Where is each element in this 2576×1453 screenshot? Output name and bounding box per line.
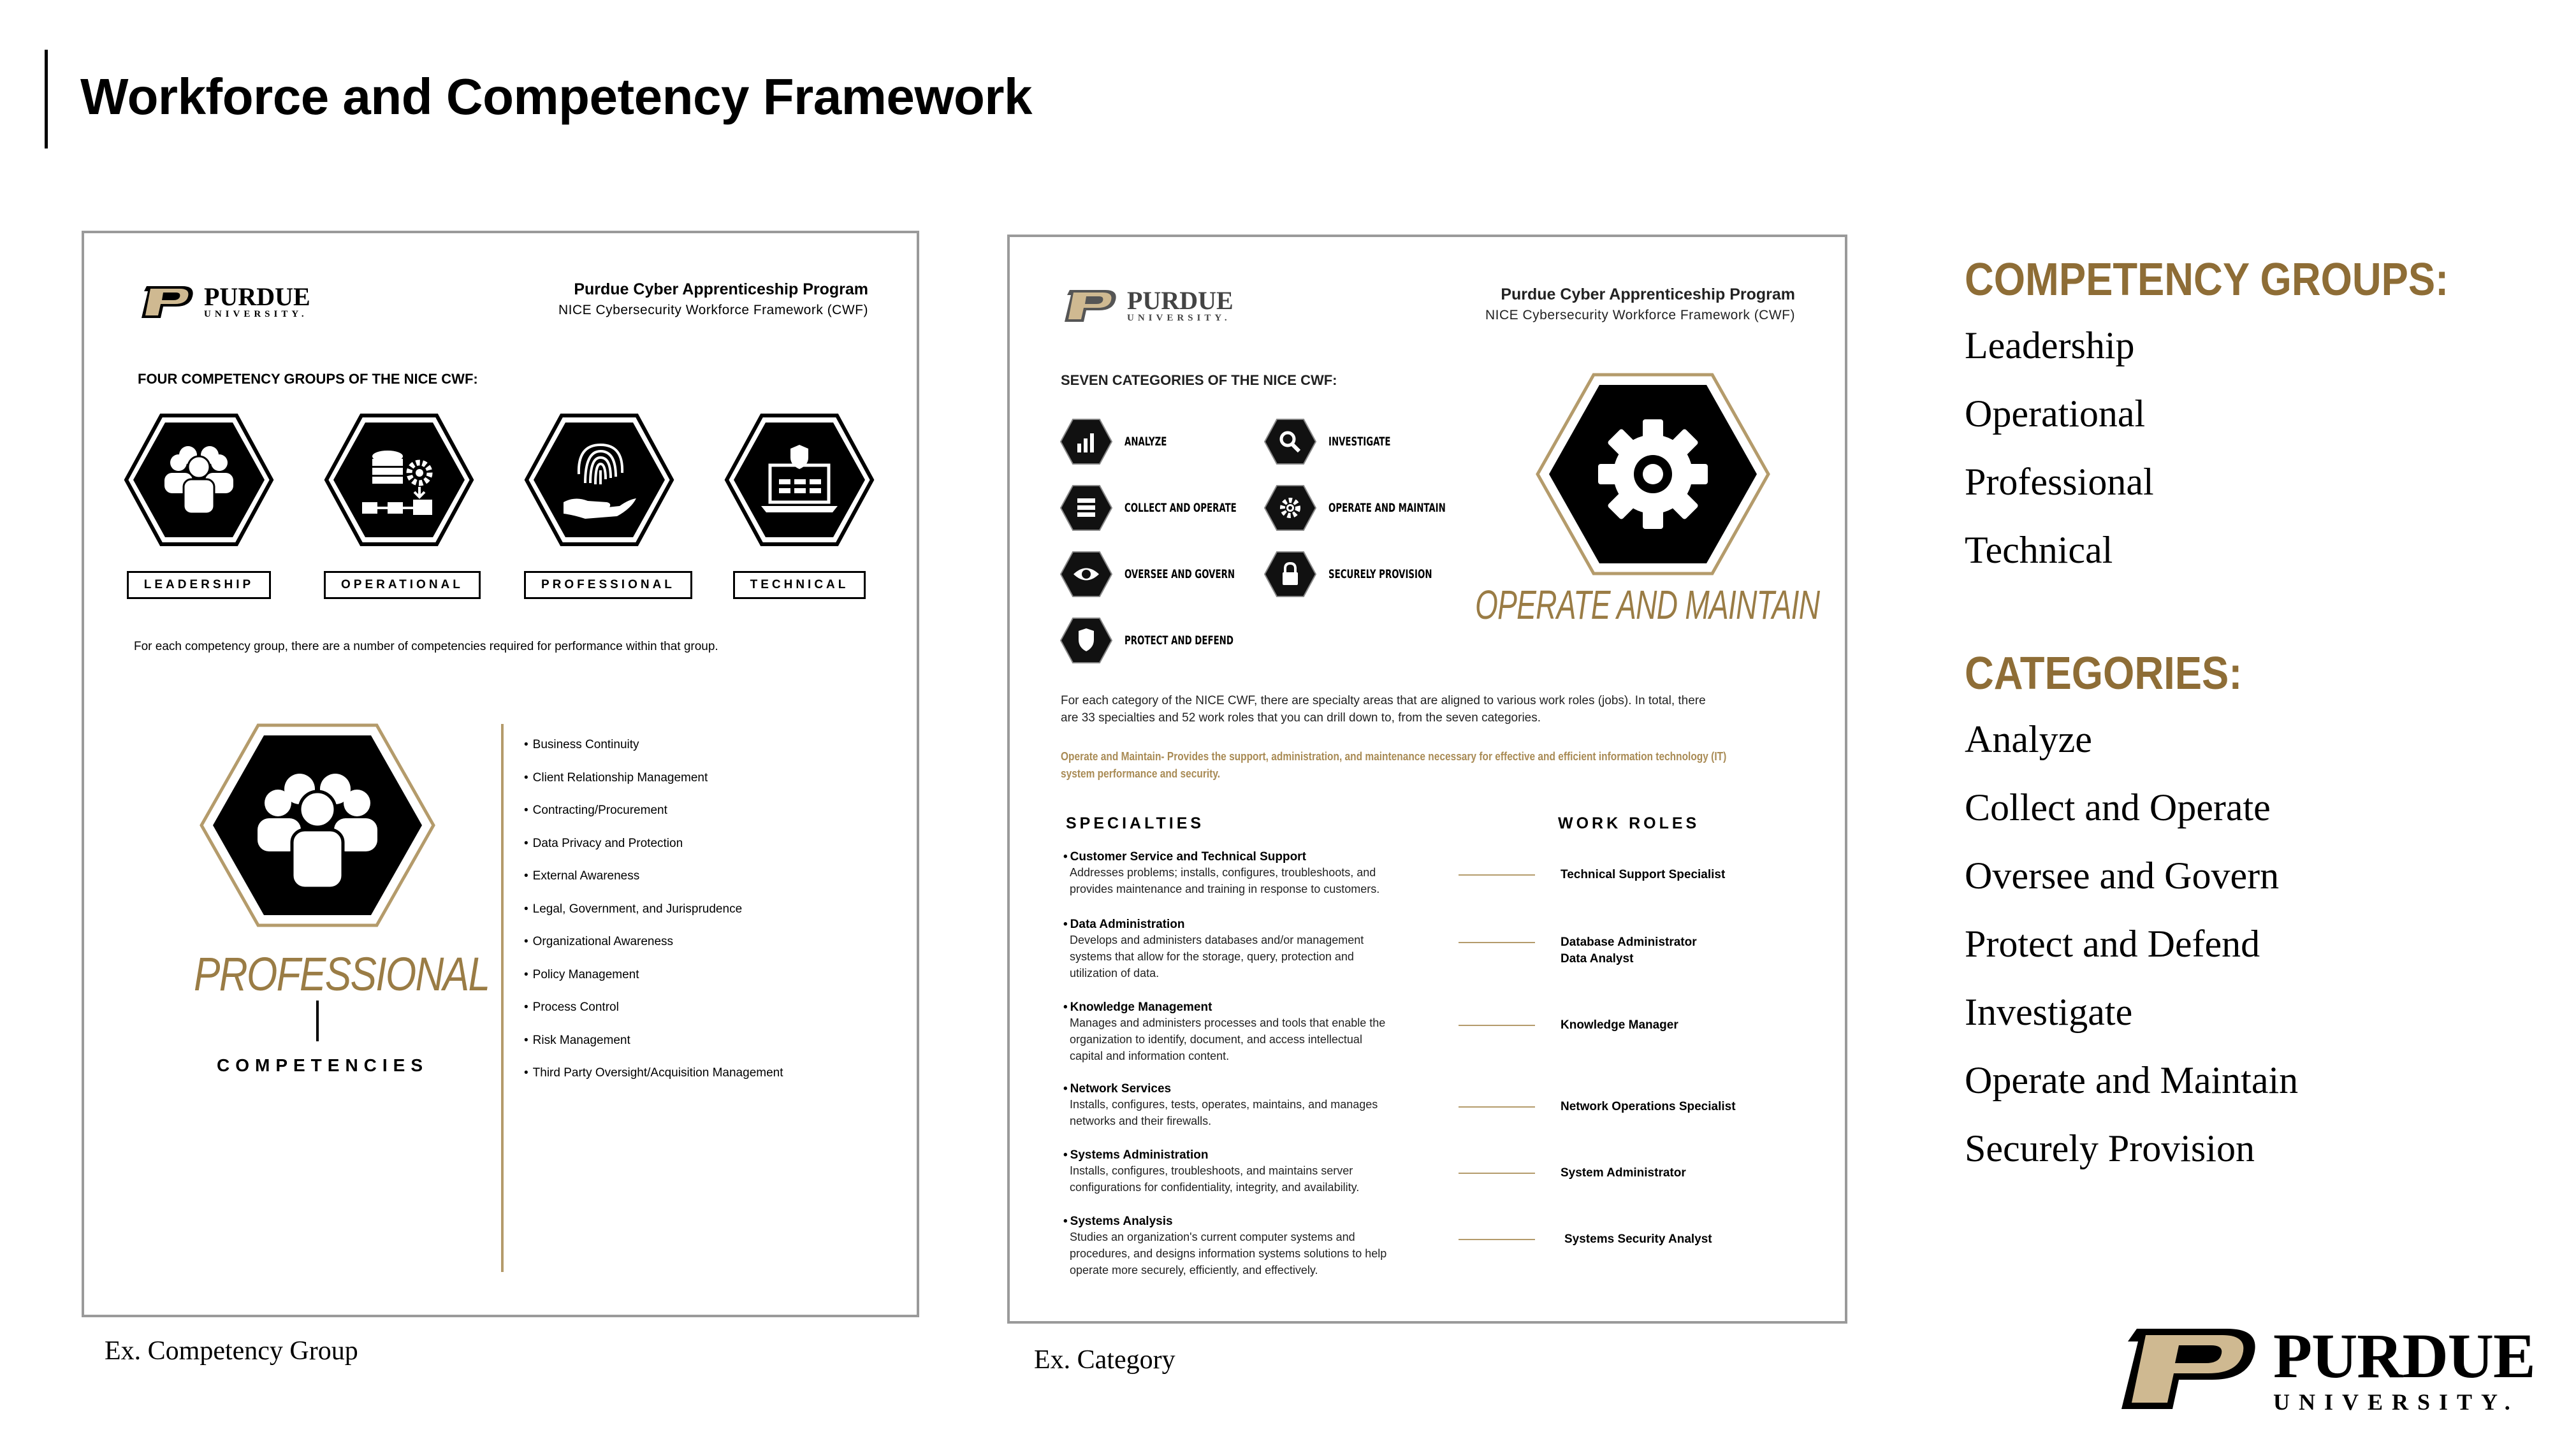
category-label: OPERATE AND MAINTAIN xyxy=(1328,501,1446,515)
framework-name: NICE Cybersecurity Workforce Framework (CWF) xyxy=(558,303,868,317)
gear-icon xyxy=(1535,372,1771,576)
categories-heading: CATEGORIES: xyxy=(1965,648,2243,699)
competency-item: • Data Privacy and Protection xyxy=(524,837,783,870)
purdue-university-logo xyxy=(2113,1320,2535,1415)
category-label: SECURELY PROVISION xyxy=(1328,567,1432,581)
group-label: PROFESSIONAL xyxy=(524,571,692,599)
fingerprint-hand-icon xyxy=(524,413,674,547)
people-group-icon xyxy=(124,413,274,547)
categories-list xyxy=(1965,718,2298,1195)
program-name: Purdue Cyber Apprenticeship Program xyxy=(574,280,868,298)
group-label: OPERATIONAL xyxy=(324,571,481,599)
lock-icon xyxy=(1263,551,1317,598)
work-role-line: Data Analyst xyxy=(1561,952,1634,965)
competency-item: • Risk Management xyxy=(524,1034,783,1067)
purdue-p-mark-icon xyxy=(2113,1329,2259,1409)
work-role xyxy=(1561,934,1697,967)
logo-wordmark: PURDUE xyxy=(204,282,310,311)
shield-icon xyxy=(1059,617,1113,664)
category-oversee-and-govern xyxy=(1059,551,1266,598)
program-heading xyxy=(1485,286,1795,323)
competency-item: • Organizational Awareness xyxy=(524,935,783,968)
group-technical xyxy=(724,413,875,599)
category-label: COLLECT AND OPERATE xyxy=(1124,501,1237,515)
brand-sub: UNIVERSITY. xyxy=(2273,1389,2519,1415)
specialty-desc: networks and their firewalls. xyxy=(1070,1115,1212,1127)
competency-group-item: Leadership xyxy=(1965,324,2135,366)
category-item: Protect and Defend xyxy=(1965,923,2260,965)
definition-line: system performance and security. xyxy=(1061,767,1221,780)
program-heading xyxy=(558,280,868,318)
logo-sub: UNIVERSITY. xyxy=(204,309,308,319)
framework-name: NICE Cybersecurity Workforce Framework (CWF) xyxy=(1485,308,1795,322)
specialty-desc: procedures, and designs information systems solutions to help xyxy=(1070,1247,1387,1260)
category-item: Investigate xyxy=(1965,991,2133,1033)
specialty-item xyxy=(1063,1215,1459,1278)
work-role: Network Operations Specialist xyxy=(1561,1100,1736,1113)
competency-note: For each competency group, there are a number of competencies required for performance within that group. xyxy=(134,640,718,653)
specialty-title: • Data Administration xyxy=(1063,918,1459,932)
specialty-item xyxy=(1063,850,1459,897)
bar-chart-icon xyxy=(1059,418,1113,465)
intro-line: For each category of the NICE CWF, there are specialty areas that are aligned to various work roles (jobs). In total, there xyxy=(1061,694,1706,707)
eye-icon xyxy=(1059,551,1113,598)
program-name: Purdue Cyber Apprenticeship Program xyxy=(1501,286,1795,303)
specialty-desc: provides maintenance and training in response to customers. xyxy=(1070,883,1380,895)
competency-item: • External Awareness xyxy=(524,869,783,902)
specialty-item xyxy=(1063,1001,1459,1064)
group-label: TECHNICAL xyxy=(733,571,866,599)
featured-divider xyxy=(316,1001,319,1041)
category-item: Collect and Operate xyxy=(1965,786,2271,828)
role-connector xyxy=(1459,1106,1535,1108)
category-label: PROTECT AND DEFEND xyxy=(1124,633,1233,647)
gold-divider xyxy=(501,724,504,1272)
purdue-p-mark-icon xyxy=(138,286,195,318)
competency-item: • Third Party Oversight/Acquisition Management xyxy=(524,1066,783,1099)
group-professional xyxy=(524,413,674,599)
work-role: Technical Support Specialist xyxy=(1561,868,1726,881)
work-role: Knowledge Manager xyxy=(1561,1018,1678,1032)
category-intro xyxy=(1061,692,1813,726)
competency-item: • Business Continuity xyxy=(524,738,783,771)
specialty-title: • Customer Service and Technical Support xyxy=(1063,850,1459,864)
purdue-logo xyxy=(1061,288,1233,323)
logo-sub: UNIVERSITY. xyxy=(1127,313,1231,323)
logo-wordmark: PURDUE xyxy=(1127,286,1233,315)
brand-wordmark: PURDUE xyxy=(2273,1320,2535,1391)
competency-item: • Policy Management xyxy=(524,968,783,1001)
role-connector xyxy=(1459,874,1535,876)
specialty-desc: Manages and administers processes and tools that enable the xyxy=(1070,1016,1386,1029)
work-role: Systems Security Analyst xyxy=(1564,1233,1712,1246)
category-item: Analyze xyxy=(1965,718,2092,760)
specialty-item xyxy=(1063,1082,1459,1129)
specialty-item xyxy=(1063,1148,1459,1196)
specialty-desc: Develops and administers databases and/or management xyxy=(1070,934,1364,946)
section-caption: FOUR COMPETENCY GROUPS OF THE NICE CWF: xyxy=(138,371,478,387)
specialty-title: • Systems Analysis xyxy=(1063,1215,1459,1229)
purdue-logo xyxy=(138,284,310,319)
category-collect-and-operate xyxy=(1059,484,1268,531)
role-connector xyxy=(1459,942,1535,943)
category-investigate xyxy=(1263,418,1408,465)
competency-item: • Process Control xyxy=(524,1001,783,1034)
competency-item: • Client Relationship Management xyxy=(524,771,783,804)
competency-group-item: Technical xyxy=(1965,529,2113,571)
specialty-desc: utilization of data. xyxy=(1070,967,1160,980)
laptop-shield-icon xyxy=(724,413,875,547)
category-securely-provision xyxy=(1263,551,1461,598)
work-roles-heading: WORK ROLES xyxy=(1558,814,1700,832)
competency-group-item: Professional xyxy=(1965,461,2154,503)
competency-item: • Legal, Government, and Jurisprudence xyxy=(524,902,783,936)
slide-title: Workforce and Competency Framework xyxy=(80,68,1033,125)
competency-groups-list xyxy=(1965,324,2154,596)
specialties-heading: SPECIALTIES xyxy=(1066,814,1205,832)
specialty-title: • Knowledge Management xyxy=(1063,1001,1459,1015)
competency-list xyxy=(524,738,783,1099)
role-connector xyxy=(1459,1239,1535,1240)
server-list-icon xyxy=(1059,484,1113,531)
category-item: Oversee and Govern xyxy=(1965,855,2280,897)
specialty-desc: organization to identify, document, and access intellectual xyxy=(1070,1033,1362,1046)
category-label: ANALYZE xyxy=(1124,435,1167,449)
people-group-icon xyxy=(199,723,436,928)
competency-group-example-panel xyxy=(82,231,919,1317)
featured-group-name: PROFESSIONAL xyxy=(194,948,490,1001)
specialty-desc: Installs, configures, troubleshoots, and maintains server xyxy=(1070,1164,1353,1177)
category-item: Operate and Maintain xyxy=(1965,1059,2299,1101)
intro-line: are 33 specialties and 52 work roles that you can drill down to, from the seven categories. xyxy=(1061,711,1541,725)
specialty-desc: systems that allow for the storage, query, protection and xyxy=(1070,950,1354,963)
category-label: OVERSEE AND GOVERN xyxy=(1124,567,1235,581)
featured-category-name: OPERATE AND MAINTAIN xyxy=(1475,582,1820,628)
specialty-desc: Addresses problems; installs, configures, troubleshoots, and xyxy=(1070,866,1376,879)
role-connector xyxy=(1459,1025,1535,1026)
section-caption: SEVEN CATEGORIES OF THE NICE CWF: xyxy=(1061,372,1337,388)
specialty-desc: operate more securely, efficiently, and effectively. xyxy=(1070,1264,1318,1276)
category-example-panel xyxy=(1007,235,1847,1324)
caption-competency-group: Ex. Competency Group xyxy=(105,1336,358,1366)
title-accent-bar xyxy=(45,50,48,148)
group-leadership xyxy=(124,413,274,599)
competency-group-item: Operational xyxy=(1965,393,2146,435)
specialty-desc: configurations for confidentiality, integrity, and availability. xyxy=(1070,1181,1360,1194)
gear-icon xyxy=(1263,484,1317,531)
category-label: INVESTIGATE xyxy=(1328,435,1391,449)
category-analyze xyxy=(1059,418,1179,465)
specialty-desc: Studies an organization's current computer systems and xyxy=(1070,1231,1355,1243)
work-role-line: Database Administrator xyxy=(1561,936,1697,949)
caption-category: Ex. Category xyxy=(1034,1345,1175,1375)
category-protect-and-defend xyxy=(1059,617,1264,664)
category-definition xyxy=(1061,748,1726,783)
group-label: LEADERSHIP xyxy=(127,571,271,599)
group-operational xyxy=(324,413,474,599)
specialty-title: • Systems Administration xyxy=(1063,1148,1459,1162)
specialty-title: • Network Services xyxy=(1063,1082,1459,1096)
specialty-desc: capital and information content. xyxy=(1070,1050,1230,1062)
purdue-p-mark-icon xyxy=(1061,290,1118,322)
specialty-item xyxy=(1063,918,1459,981)
featured-sub: COMPETENCIES xyxy=(217,1055,429,1075)
work-role: System Administrator xyxy=(1561,1166,1686,1180)
category-item: Securely Provision xyxy=(1965,1127,2255,1169)
competency-item: • Contracting/Procurement xyxy=(524,804,783,837)
role-connector xyxy=(1459,1173,1535,1174)
competency-groups-heading: COMPETENCY GROUPS: xyxy=(1965,254,2449,305)
definition-line: Operate and Maintain- Provides the support, administration, and maintenance necessary for effective and efficient information technology (IT) xyxy=(1061,750,1727,763)
database-gear-icon xyxy=(324,413,474,547)
specialty-desc: Installs, configures, tests, operates, maintains, and manages xyxy=(1070,1098,1378,1111)
magnifier-icon xyxy=(1263,418,1317,465)
category-operate-and-maintain xyxy=(1263,484,1479,531)
